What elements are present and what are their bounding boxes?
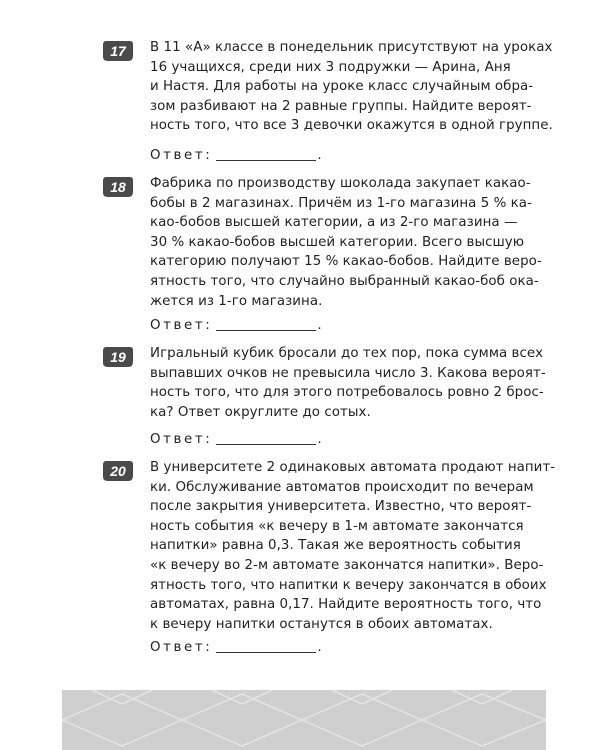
task-line: као-бобов высшей категории, а из 2-го магазина — [150,215,518,231]
task-number: 17 [110,43,126,59]
answer-label: Ответ: [150,432,213,447]
task-line: ность события «к вечеру в 1-м автомате закончатся [150,518,524,534]
answer-label: Ответ: [150,318,213,333]
answer-row [150,430,322,449]
task-line: ятность того, что случайно выбранный какао-боб ока- [150,273,539,289]
task-line: после закрытия университета. Известно, что вероят- [150,499,532,515]
task-text [150,38,553,136]
task-line: категорию получают 15 % какао-бобов. Найдите веро- [150,254,542,270]
badge-shape-icon [102,176,134,198]
task-text [150,458,556,634]
answer-period: . [317,318,322,333]
task-line: и Настя. Для работы на уроке класс случайным обра- [150,79,534,95]
badge-shape-icon [102,40,134,62]
task-number: 18 [110,179,126,195]
task-number: 20 [110,463,126,479]
task-line: ка? Ответ округлите до сотых. [150,404,371,420]
task-number: 19 [110,349,126,365]
task-line: ность того, что для этого потребовалось ровно 2 брос- [150,385,544,401]
task-number-badge [102,460,134,482]
task-line: автоматах, равна 0,17. Найдите вероятность того, что [150,597,542,613]
answer-label: Ответ: [150,148,213,163]
task-number-badge [102,346,134,368]
task-number-badge [102,176,134,198]
task-line: ятность того, что напитки к вечеру закончатся в обоих [150,577,547,593]
badge-shape-icon [102,346,134,368]
task-line: ки. Обслуживание автоматов происходит по вечерам [150,479,534,495]
decorative-footer-band [62,690,546,750]
answer-field[interactable] [216,430,316,445]
task-line: В 11 «А» классе в понедельник присутствуют на уроках [150,40,553,55]
task-line: зом разбивают на 2 равные группы. Найдите вероят- [150,98,532,114]
task-line: 16 учащихся, среди них 3 подружки — Арина, Аня [150,59,511,75]
answer-row [150,638,322,657]
task-line: Фабрика по производству шоколада закупает какао- [150,176,531,191]
task-number-badge [102,40,134,62]
task-line: В университете 2 одинаковых автомата продают напит- [150,460,556,475]
task-text [150,174,548,311]
task-line: бобы в 2 магазинах. Причём из 1-го магазина 5 % ка- [150,195,532,211]
task-text [150,344,548,422]
task-line: «к вечеру во 2-м автомате закончатся напитки». Веро- [150,557,544,573]
task-line: Игральный кубик бросали до тех пор, пока сумма всех [150,346,544,361]
task-line: к вечеру напитки останутся в обоих автоматах. [150,616,493,632]
answer-field[interactable] [216,146,316,161]
task-line: выпавших очков не превысила число 3. Какова вероят- [150,365,546,381]
answer-field[interactable] [216,638,316,653]
task-line: жется из 1-го магазина. [150,293,323,309]
answer-row [150,316,322,335]
task-line: напитки» равна 0,3. Такая же вероятность события [150,538,521,554]
badge-shape-icon [102,460,134,482]
task-line: ность того, что все 3 девочки окажутся в одной группе. [150,118,553,134]
answer-row [150,146,322,165]
task-line: 30 % какао-бобов высшей категории. Всего высшую [150,234,525,250]
answer-period: . [317,148,322,163]
answer-label: Ответ: [150,640,213,655]
answer-period: . [317,432,322,447]
diamond-pattern-icon [62,690,546,750]
answer-period: . [317,640,322,655]
answer-field[interactable] [216,316,316,331]
